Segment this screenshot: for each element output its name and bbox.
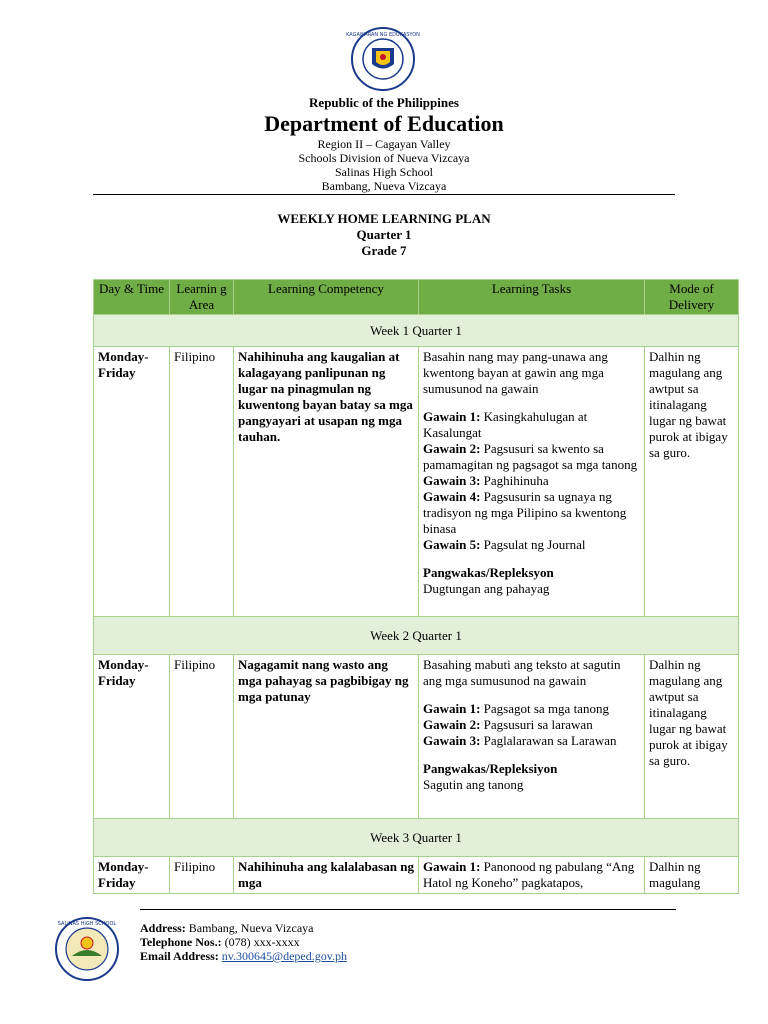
task-text: Pagsusuri sa larawan xyxy=(480,717,593,732)
day-time-cell: Monday-Friday xyxy=(94,857,170,894)
department-title: Department of Education xyxy=(264,111,504,136)
republic-heading: Republic of the Philippines xyxy=(309,95,459,110)
week-row xyxy=(94,819,739,857)
day-time-cell: Monday-Friday xyxy=(94,655,170,819)
week-label: Week 2 Quarter 1 xyxy=(94,617,739,655)
week-label: Week 3 Quarter 1 xyxy=(94,819,739,857)
competency-cell: Nahihinuha ang kalalabasan ng mga xyxy=(234,857,419,894)
table-row xyxy=(94,857,739,894)
address-value: Bambang, Nueva Vizcaya xyxy=(185,921,314,935)
task-item xyxy=(423,473,640,489)
email-link[interactable]: nv.300645@deped.gov.ph xyxy=(221,949,347,963)
header-divider xyxy=(93,194,675,195)
footer-contact xyxy=(140,921,347,963)
deped-seal-logo xyxy=(346,26,420,92)
email-label: Email Address: xyxy=(140,949,219,963)
competency-cell: Nagagamit nang wasto ang mga pahayag sa pagbibigay ng mga patunay xyxy=(234,655,419,819)
task-item xyxy=(423,489,640,537)
header-learning-competency: Learning Competency xyxy=(234,280,419,315)
task-text: Paglalarawan sa Larawan xyxy=(480,733,617,748)
reflection-label: Pangwakas/Repleksyon xyxy=(423,565,554,580)
address-label: Address: xyxy=(140,921,186,935)
learning-area-cell: Filipino xyxy=(170,655,234,819)
task-label: Gawain 1: xyxy=(423,859,481,874)
phone-value: (078) xxx-xxxx xyxy=(221,935,300,949)
delivery-cell: Dalhin ng magulang xyxy=(645,857,739,894)
task-text: Pagsulat ng Journal xyxy=(480,537,586,552)
school-seal-logo xyxy=(54,916,120,982)
tasks-intro: Basahing mabuti ang teksto at sagutin ang mga sumusunod na gawain xyxy=(423,657,621,688)
header-day-time: Day & Time xyxy=(94,280,170,315)
competency-cell: Nahihinuha ang kaugalian at kalagayang panlipunan ng lugar na pinagmulan ng kuwentong bayan batay sa mga pangyayari at usapan ng mga tauhan. xyxy=(234,347,419,617)
week-row xyxy=(94,315,739,347)
task-label: Gawain 1: xyxy=(423,409,481,424)
header-learning-tasks: Learning Tasks xyxy=(419,280,645,315)
task-item xyxy=(423,701,640,717)
header-line-school: Salinas High School xyxy=(335,165,433,179)
task-item xyxy=(423,441,640,473)
task-text: Pagsusurin sa ugnaya ng tradisyon ng mga Pilipino sa kwentong binasa xyxy=(423,489,627,536)
task-label: Gawain 1: xyxy=(423,701,481,716)
task-label: Gawain 3: xyxy=(423,733,481,748)
table-header-row xyxy=(94,280,739,315)
week-row xyxy=(94,617,739,655)
footer-phone xyxy=(140,935,347,949)
header-line-division: Schools Division of Nueva Vizcaya xyxy=(298,151,470,165)
task-text: Pagsagot sa mga tanong xyxy=(480,701,609,716)
seal-text: KAGAWARAN NG EDUKASYON xyxy=(346,32,420,38)
task-text: Panonood ng pabulang “Ang Hatol ng Koneho” pagkatapos, xyxy=(423,859,635,890)
learning-plan-table xyxy=(93,279,739,894)
task-label: Gawain 4: xyxy=(423,489,481,504)
reflection-text: Dugtungan ang pahayag xyxy=(423,581,550,596)
tasks-cell xyxy=(419,347,645,617)
task-item xyxy=(423,733,640,749)
footer-email xyxy=(140,949,347,963)
header-learning-area: Learnin g Area xyxy=(170,280,234,315)
task-item xyxy=(423,409,640,441)
reflection-label: Pangwakas/Repleksiyon xyxy=(423,761,558,776)
tasks-cell xyxy=(419,857,645,894)
week-label: Week 1 Quarter 1 xyxy=(94,315,739,347)
task-item xyxy=(423,537,640,553)
task-label: Gawain 2: xyxy=(423,441,481,456)
reflection-text: Sagutin ang tanong xyxy=(423,777,524,792)
learning-area-cell: Filipino xyxy=(170,347,234,617)
footer-address xyxy=(140,921,347,935)
header-mode-of-delivery: Mode of Delivery xyxy=(645,280,739,315)
learning-area-cell: Filipino xyxy=(170,857,234,894)
delivery-cell: Dalhin ng magulang ang awtput sa itinalagang lugar ng bawat purok at ibigay sa guro. xyxy=(645,655,739,819)
header-line-region: Region II – Cagayan Valley xyxy=(317,137,451,151)
table-row xyxy=(94,655,739,819)
day-time-cell: Monday-Friday xyxy=(94,347,170,617)
task-label: Gawain 2: xyxy=(423,717,481,732)
task-item xyxy=(423,717,640,733)
header-line-location: Bambang, Nueva Vizcaya xyxy=(321,179,447,193)
footer-divider xyxy=(140,909,676,910)
tasks-cell xyxy=(419,655,645,819)
delivery-cell: Dalhin ng magulang ang awtput sa itinalagang lugar ng bawat purok at ibigay sa guro. xyxy=(645,347,739,617)
task-text: Kasingkahulugan at Kasalungat xyxy=(423,409,588,440)
plan-title: WEEKLY HOME LEARNING PLAN xyxy=(277,211,491,226)
phone-label: Telephone Nos.: xyxy=(140,935,222,949)
table-row xyxy=(94,347,739,617)
task-text: Paghihinuha xyxy=(480,473,549,488)
plan-quarter: Quarter 1 xyxy=(356,227,412,242)
task-label: Gawain 5: xyxy=(423,537,481,552)
plan-grade: Grade 7 xyxy=(361,243,407,258)
seal-text: SALINAS HIGH SCHOOL xyxy=(57,921,117,927)
task-text: Pagsusuri sa kwento sa pamamagitan ng pagsagot sa mga tanong xyxy=(423,441,638,472)
task-label: Gawain 3: xyxy=(423,473,481,488)
tasks-intro: Basahin nang may pang-unawa ang kwentong bayan at gawin ang mga sumusunod na gawain xyxy=(423,349,608,396)
